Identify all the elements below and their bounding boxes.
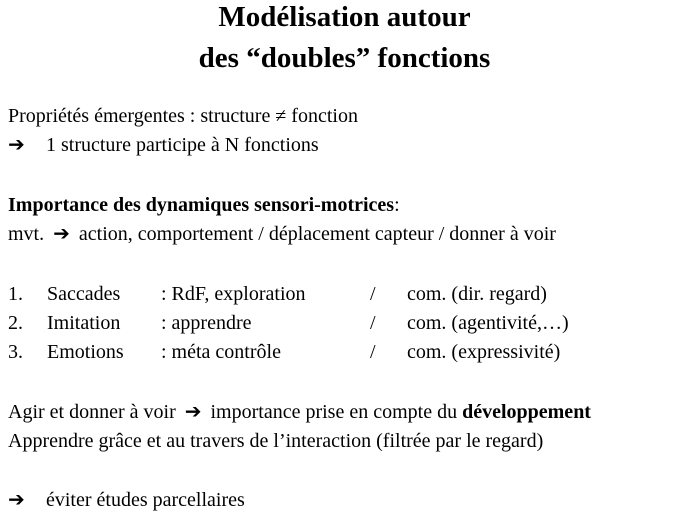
movement-text: action, comportement / déplacement capteur / donner à voir	[78, 223, 556, 245]
emergent-properties-line: Propriétés émergentes : structure ≠ fonction	[8, 105, 358, 127]
importance-heading: Importance des dynamiques sensori-motrices	[8, 194, 395, 216]
list-item-separator: /	[370, 283, 376, 305]
list-item-description: : apprendre	[161, 312, 252, 334]
list-item-description: : RdF, exploration	[161, 283, 306, 305]
right-arrow-icon: ➔	[184, 401, 202, 423]
development-keyword: développement	[462, 401, 591, 423]
list-item-number: 3.	[8, 341, 23, 363]
right-arrow-icon: ➔	[8, 489, 25, 511]
list-item-separator: /	[370, 312, 376, 334]
list-item-separator: /	[370, 341, 376, 363]
structure-functions-text: 1 structure participe à N fonctions	[46, 134, 319, 156]
slide-title-line-2: des “doubles” fonctions	[198, 42, 491, 74]
list-item-number: 1.	[8, 283, 23, 305]
importance-heading-line	[8, 193, 400, 217]
list-item-name: Imitation	[47, 312, 121, 334]
act-and-show-prefix: Agir et donner à voir	[8, 401, 176, 423]
list-item-description: : méta contrôle	[161, 341, 281, 363]
importance-colon: :	[394, 194, 400, 216]
movement-line	[8, 222, 556, 246]
list-item-communication: com. (agentivité,…)	[407, 312, 569, 334]
movement-prefix: mvt.	[8, 223, 45, 245]
list-item-communication: com. (expressivité)	[407, 341, 561, 363]
act-and-show-line	[8, 400, 591, 424]
slide-title-line-1: Modélisation autour	[218, 1, 471, 33]
right-arrow-icon: ➔	[8, 134, 25, 156]
final-text: éviter études parcellaires	[46, 489, 245, 511]
list-item-number: 2.	[8, 312, 23, 334]
act-and-show-middle: importance prise en compte du	[210, 401, 458, 423]
final-line	[8, 488, 245, 512]
list-item-communication: com. (dir. regard)	[407, 283, 547, 305]
list-item-name: Saccades	[47, 283, 121, 305]
learning-interaction-line: Apprendre grâce et au travers de l’interaction (filtrée par le regard)	[8, 430, 544, 452]
right-arrow-icon: ➔	[53, 223, 70, 245]
structure-functions-line	[8, 133, 319, 157]
list-item-name: Emotions	[47, 341, 124, 363]
